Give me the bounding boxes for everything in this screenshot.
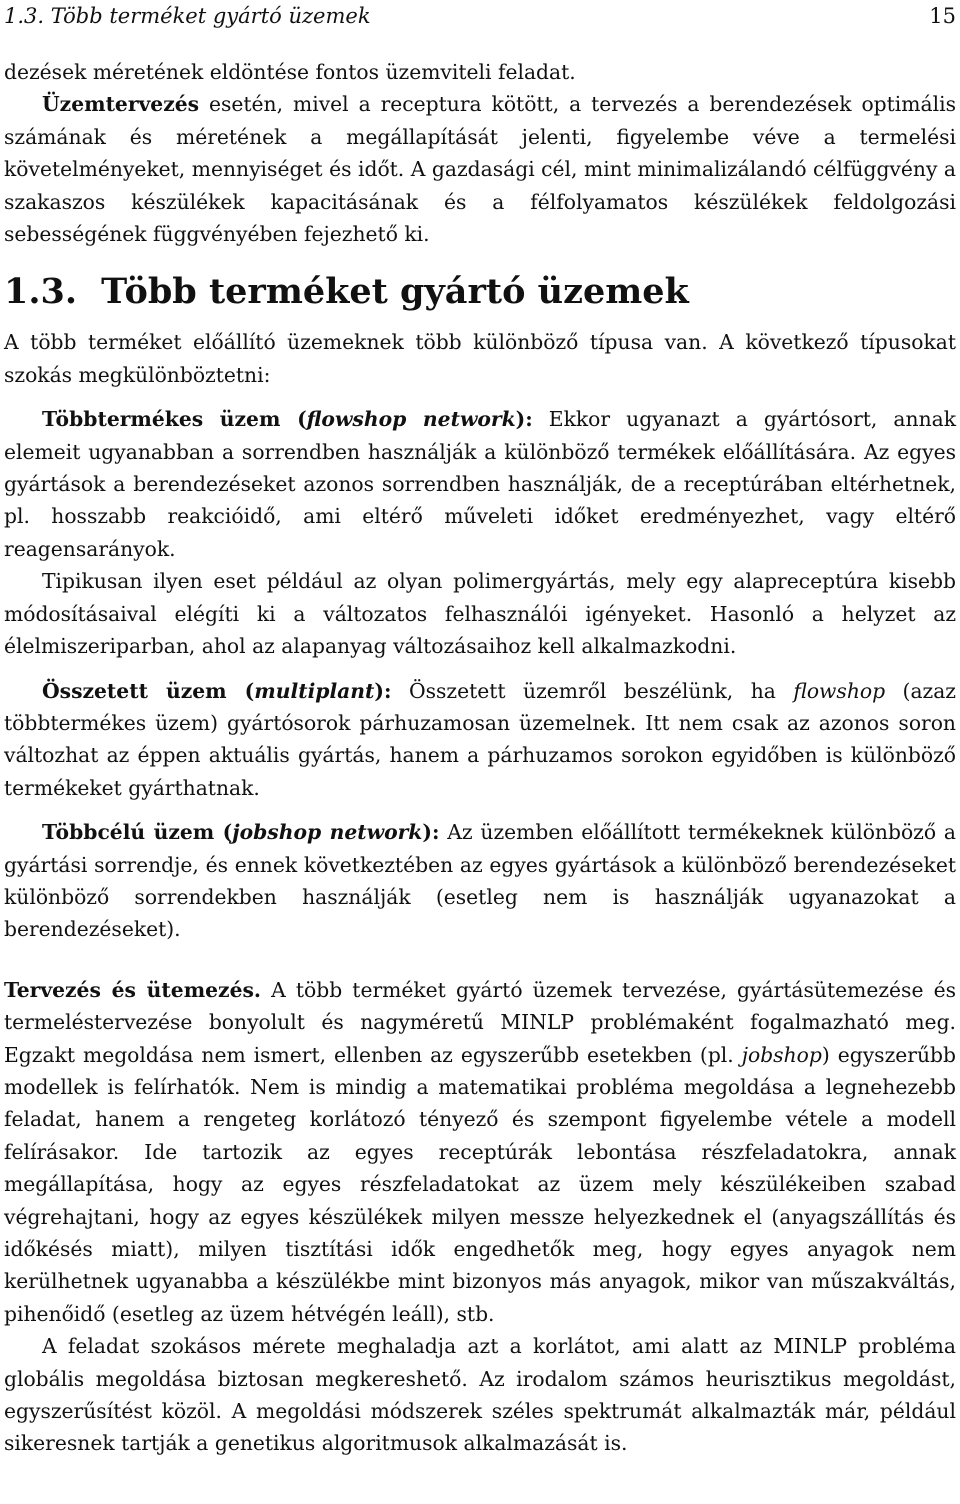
document-body	[4, 56, 956, 1460]
term-jobshop: Többcélú üzem (jobshop network):	[42, 820, 440, 845]
item-multiplant: Összetett üzem (multiplant): Összetett üzemről beszélünk, ha flowshop (azaz többtermékes üzem) gyártósorok párhuzamosan üzemelnek. Itt nem csak az azonos soron változhat az éppen aktuális gyártás, hanem a párhuzamos sorokon egyidőben is különböző termékeket gyárthatnak.	[4, 678, 956, 800]
running-header	[4, 4, 956, 30]
planning-paragraph: Tervezés és ütemezés. A több terméket gyártó üzemek tervezése, gyártásütemezése és termeléstervezése bonyolult és nagyméretű MINLP problémaként fogalmazható meg. Egzakt megoldása nem ismert, ellenben az egyszerűbb esetekben (pl. jobshop) egyszerűbb modellek is felírhatók. Nem is mindig a matematikai probléma megoldása a legnehezebb feladat, hanem a rengeteg korlátozó tényező és szempont figyelembe vétele a modell felírásakor. Ide tartozik az egyes receptúrák lebontása részfeladatokra, annak megállapítása, hogy az egyes részfeladatokat az üzem mely készülékeiben szabad végrehajtani, hogy az egyes készülékek milyen messze helyezkednek el (anyagszállítás és időkésés miatt), milyen tisztítási idők engedhetők meg, hogy egyes anyagok nem kerülhetnek ugyanabba a készülékbe mint bizonyos más anyagok, mikor van műszakváltás, pihenőidő (esetleg az üzem hétvégén leáll), stb.	[4, 977, 956, 1326]
section-intro: A több terméket előállító üzemeknek több különböző típusa van. A következő típusokat szokás megkülönböztetni:	[4, 330, 956, 387]
section-number: 1.3.	[4, 271, 78, 313]
term-flowshop: Többtermékes üzem (flowshop network):	[42, 407, 533, 432]
intro-paragraph	[4, 88, 956, 250]
section-heading	[4, 270, 956, 314]
intro-lead: dezések méretének eldöntése fontos üzemviteli feladat.	[4, 60, 576, 84]
term-uzemtervezes: Üzemtervezés	[42, 92, 200, 117]
intro-text: esetén, mivel a receptura kötött, a tervezés a berendezések optimális számának és méretének a megállapítását jelenti, figyelembe véve a termelési követelményeket, mennyiséget és időt. A gazdasági cél, mint minimalizálandó célfüggvény a szakaszos készülékek kapacitásának és a félfolyamatos készülékek feldolgozási sebességének függvényében fejezhető ki.	[4, 92, 956, 247]
term-multiplant: Összetett üzem (multiplant):	[42, 678, 392, 703]
item-flowshop	[4, 403, 956, 565]
section-title: Több terméket gyártó üzemek	[101, 271, 689, 313]
term-planning: Tervezés és ütemezés.	[4, 977, 261, 1002]
running-title: 1.3. Több terméket gyártó üzemek	[4, 4, 371, 28]
planning-paragraph-2: A feladat szokásos mérete meghaladja azt a korlátot, ami alatt az MINLP probléma globális megoldása biztosan megkereshető. Az irodalom számos heurisztikus megoldást, egyszerűsítést közöl. A megoldási módszerek széles spektrumát alkalmazták már, például sikeresnek tartják a genetikus algoritmusok alkalmazását is.	[4, 1334, 956, 1456]
flowshop-text-2: Tipikusan ilyen eset például az olyan polimergyártás, mely egy alapreceptúra kisebb módosításaival elégíti ki a változatos felhasználói igényeket. Hasonló a helyzet az élelmiszeriparban, ahol az alapanyag változásaihoz kell alkalmazkodni.	[4, 569, 956, 659]
jobshop-text: Az üzemben előállított termékeknek különböző a gyártási sorrendje, és ennek következtében az egyes gyártások a különböző berendezéseket különböző sorrendekben használják (esetleg nem is használják ugyanazokat a berendezéseket).	[4, 820, 956, 942]
flowshop-text: Ekkor ugyanazt a gyártósort, annak elemeit ugyanabban a sorrendben használják a különböző termékek előállítására. Az egyes gyártások a berendezéseket azonos sorrendben használják, de a receptúrában eltérhetnek, pl. hosszabb reakcióidő, ami eltérő műveleti időket eredményezhet, vagy eltérő reagensarányok.	[4, 407, 957, 561]
page-number: 15	[929, 4, 956, 28]
item-jobshop	[4, 816, 956, 946]
